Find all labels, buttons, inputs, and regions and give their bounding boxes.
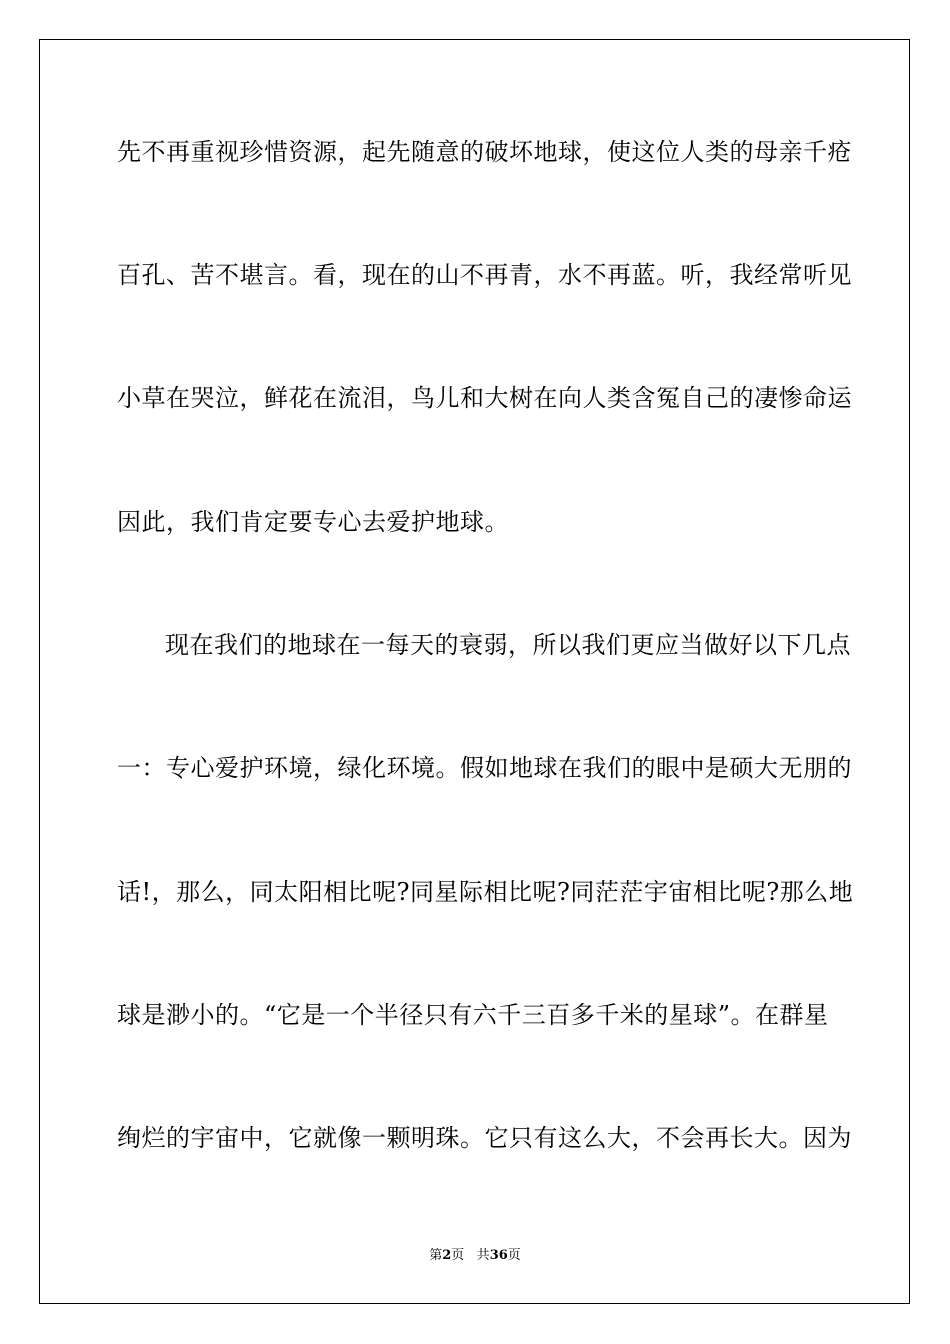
footer-total-prefix: 共 <box>476 1248 490 1263</box>
footer-page-suffix: 页 <box>451 1248 465 1263</box>
body-text-line: 球是渺小的。“它是一个半径只有六千三百多千米的星球”。在群星 <box>117 1001 829 1029</box>
body-text-line: 因此，我们肯定要专心去爱护地球。 <box>117 508 509 536</box>
page-border <box>39 39 910 1304</box>
total-page-count: 36 <box>489 1248 508 1263</box>
footer-prefix: 第 <box>429 1248 443 1263</box>
body-text-line: 小草在哭泣，鲜花在流泪，鸟儿和大树在向人类含冤自己的凄惨命运 <box>117 384 852 412</box>
body-text-line: 话!，那么，同太阳相比呢?同星际相比呢?同茫茫宇宙相比呢?那么地 <box>117 878 854 906</box>
body-text-line: 先不再重视珍惜资源，起先随意的破坏地球，使这位人类的母亲千疮 <box>117 138 852 166</box>
body-text-line: 一：专心爱护环境，绿化环境。假如地球在我们的眼中是硕大无朋的 <box>117 754 852 782</box>
current-page-number: 2 <box>442 1248 452 1263</box>
body-text-line: 百孔、苦不堪言。看，现在的山不再青，水不再蓝。听，我经常听见 <box>117 261 852 289</box>
footer-total-suffix: 页 <box>507 1248 521 1263</box>
body-text-line: 现在我们的地球在一每天的衰弱，所以我们更应当做好以下几点 <box>165 631 851 659</box>
body-text-line: 绚烂的宇宙中，它就像一颗明珠。它只有这么大，不会再长大。因为 <box>117 1124 852 1152</box>
page-footer <box>0 1248 950 1264</box>
